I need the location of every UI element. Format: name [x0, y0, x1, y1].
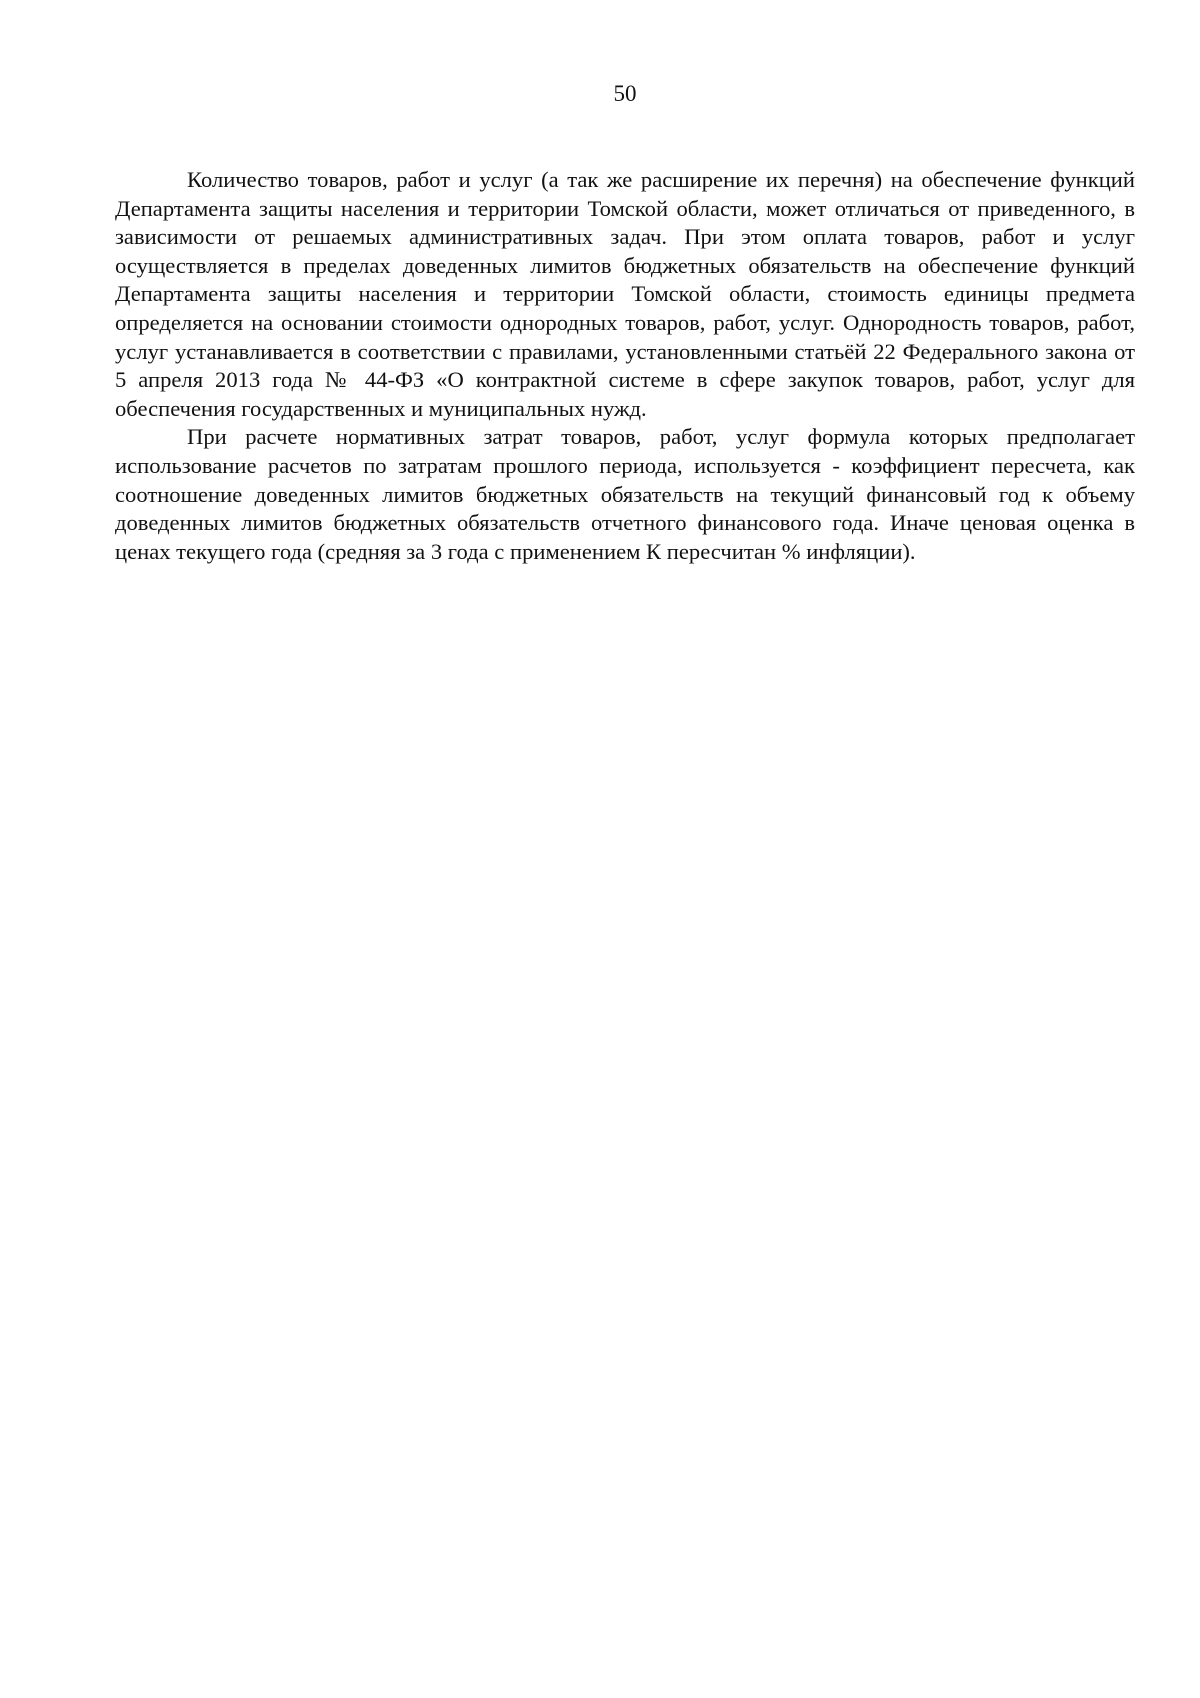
- page-number: 50: [613, 81, 637, 106]
- paragraph-purchases-scope: Количество товаров, работ и услуг (а так же расширение их перечня) на обеспечение функций Департамента защиты населения и территории Томской области, может отличаться от приведенного, в зависимости от решаемых административных задач. При этом оплата товаров, работ и услуг осуществляется в пределах доведенных лимитов бюджетных обязательств на обеспечение функций Департамента защиты населения и территории Томской области, стоимость единицы предмета определяется на основании стоимости однородных товаров, работ, услуг. Однородность товаров, работ, услуг устанавливается в соответствии с правилами, установленными статьёй 22 Федерального закона от 5 апреля 2013 года № 44-ФЗ «О контрактной системе в сфере закупок товаров, работ, услуг для обеспечения государственных и муниципальных нужд.: [115, 167, 1135, 421]
- paragraph-recalculation-coefficient: При расчете нормативных затрат товаров, работ, услуг формула которых предполагает использование расчетов по затратам прошлого периода, используется - коэффициент пересчета, как соотношение доведенных лимитов бюджетных обязательств на текущий финансовый год к объему доведенных лимитов бюджетных обязательств отчетного финансового года. Иначе ценовая оценка в ценах текущего года (средняя за 3 года с применением К пересчитан % инфляции).: [115, 424, 1135, 564]
- document-body: [115, 166, 1135, 566]
